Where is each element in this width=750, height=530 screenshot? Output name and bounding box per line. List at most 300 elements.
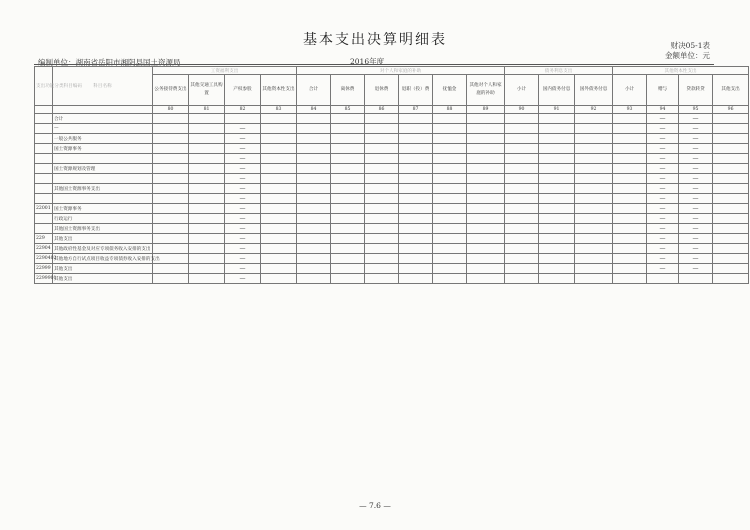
col-header: 离休费 bbox=[331, 75, 365, 106]
table-cell bbox=[261, 194, 297, 204]
fiscal-year: 2016年度 bbox=[350, 57, 385, 66]
col-number: 94 bbox=[647, 106, 679, 114]
table-cell bbox=[297, 134, 331, 144]
table-cell bbox=[365, 204, 399, 214]
table-cell bbox=[679, 274, 713, 284]
table-cell bbox=[261, 184, 297, 194]
col-header: 退职（役）费 bbox=[399, 75, 433, 106]
table-cell bbox=[467, 264, 505, 274]
table-cell bbox=[297, 144, 331, 154]
table-cell bbox=[365, 124, 399, 134]
table-cell bbox=[613, 244, 647, 254]
table-row bbox=[35, 164, 749, 174]
col-header: 科目名称 bbox=[53, 67, 153, 106]
table-cell bbox=[575, 144, 613, 154]
table-cell bbox=[505, 164, 539, 174]
table-cell bbox=[505, 194, 539, 204]
table-cell bbox=[225, 114, 261, 124]
col-number: 81 bbox=[189, 106, 225, 114]
table-cell bbox=[467, 144, 505, 154]
table-cell bbox=[297, 174, 331, 184]
table-cell bbox=[365, 234, 399, 244]
table-cell bbox=[261, 264, 297, 274]
col-header: 退休费 bbox=[365, 75, 399, 106]
table-cell bbox=[331, 214, 365, 224]
table-cell: — bbox=[225, 234, 261, 244]
table-cell bbox=[365, 214, 399, 224]
table-cell bbox=[505, 274, 539, 284]
table-cell bbox=[189, 254, 225, 264]
table-cell bbox=[575, 244, 613, 254]
col-number: 89 bbox=[467, 106, 505, 114]
table-cell bbox=[331, 144, 365, 154]
row-name: 其他国土资源事务支出 bbox=[53, 184, 153, 194]
table-cell bbox=[539, 184, 575, 194]
table-cell bbox=[189, 114, 225, 124]
table-cell: — bbox=[679, 224, 713, 234]
table-cell bbox=[713, 234, 749, 244]
row-code bbox=[35, 144, 53, 154]
col-number: 84 bbox=[297, 106, 331, 114]
table-cell bbox=[713, 124, 749, 134]
table-cell bbox=[365, 114, 399, 124]
col-number: 82 bbox=[225, 106, 261, 114]
table-cell bbox=[153, 114, 189, 124]
table-cell bbox=[713, 254, 749, 264]
table-cell: — bbox=[679, 194, 713, 204]
table-row bbox=[35, 274, 749, 284]
table-cell bbox=[189, 274, 225, 284]
table-row bbox=[35, 154, 749, 164]
table-cell bbox=[261, 124, 297, 134]
table-cell: — bbox=[679, 134, 713, 144]
col-header: 合计 bbox=[297, 75, 331, 106]
table-cell: — bbox=[225, 224, 261, 234]
table-cell bbox=[613, 164, 647, 174]
table-cell bbox=[467, 204, 505, 214]
row-name: 国土资源事务 bbox=[53, 144, 153, 154]
table-cell bbox=[539, 154, 575, 164]
table-cell bbox=[433, 124, 467, 134]
row-code bbox=[35, 174, 53, 184]
table-cell bbox=[433, 224, 467, 234]
table-cell bbox=[467, 254, 505, 264]
table-row bbox=[35, 194, 749, 204]
row-code bbox=[35, 184, 53, 194]
table-cell bbox=[575, 214, 613, 224]
col-header: 产权参股 bbox=[225, 75, 261, 106]
table-cell bbox=[365, 244, 399, 254]
table-cell bbox=[399, 224, 433, 234]
table-cell bbox=[647, 274, 679, 284]
col-header: 抚恤金 bbox=[433, 75, 467, 106]
table-cell bbox=[575, 254, 613, 264]
table-cell bbox=[399, 214, 433, 224]
table-cell bbox=[433, 174, 467, 184]
table-cell bbox=[467, 224, 505, 234]
col-number: 91 bbox=[539, 106, 575, 114]
table-cell: — bbox=[225, 124, 261, 134]
col-number: 90 bbox=[505, 106, 539, 114]
table-cell: — bbox=[225, 134, 261, 144]
table-cell: — bbox=[679, 244, 713, 254]
table-cell bbox=[399, 244, 433, 254]
table-cell: — bbox=[225, 184, 261, 194]
table-cell bbox=[297, 184, 331, 194]
table-cell: — bbox=[225, 214, 261, 224]
table-cell bbox=[539, 264, 575, 274]
table-row bbox=[35, 124, 749, 134]
col-number: 80 bbox=[153, 106, 189, 114]
col-number: 85 bbox=[331, 106, 365, 114]
table-cell bbox=[467, 214, 505, 224]
table-cell bbox=[433, 134, 467, 144]
table-cell bbox=[153, 204, 189, 214]
table-cell bbox=[365, 194, 399, 204]
table-cell: — bbox=[647, 114, 679, 124]
group-header: 债务利息支出 bbox=[505, 67, 613, 75]
table-cell bbox=[153, 274, 189, 284]
table-cell bbox=[575, 164, 613, 174]
row-name: 其他地方自行试点项目收益专项债券收入安排的支出 bbox=[53, 254, 153, 264]
row-name: 合计 bbox=[53, 114, 153, 124]
table-cell bbox=[331, 224, 365, 234]
table-cell: — bbox=[225, 274, 261, 284]
table-cell bbox=[261, 114, 297, 124]
table-cell bbox=[365, 184, 399, 194]
table-cell bbox=[153, 174, 189, 184]
group-header-row bbox=[35, 67, 749, 75]
col-number: 95 bbox=[679, 106, 713, 114]
table-cell bbox=[613, 214, 647, 224]
col-header: 赠与 bbox=[647, 75, 679, 106]
table-cell bbox=[153, 224, 189, 234]
table-cell bbox=[713, 154, 749, 164]
table-cell bbox=[713, 274, 749, 284]
table-cell bbox=[297, 274, 331, 284]
table-cell bbox=[399, 164, 433, 174]
table-cell bbox=[433, 214, 467, 224]
table-cell bbox=[189, 164, 225, 174]
table-cell bbox=[297, 114, 331, 124]
table-row bbox=[35, 134, 749, 144]
table-cell bbox=[365, 274, 399, 284]
table-cell: — bbox=[225, 204, 261, 214]
group-header: 工资福利支出 bbox=[153, 67, 297, 75]
table-cell bbox=[331, 154, 365, 164]
col-header: 其他交通工具购置 bbox=[189, 75, 225, 106]
table-row bbox=[35, 224, 749, 234]
table-cell bbox=[575, 154, 613, 164]
table-cell bbox=[261, 134, 297, 144]
table-cell bbox=[153, 264, 189, 274]
table-cell bbox=[713, 214, 749, 224]
table-cell bbox=[153, 194, 189, 204]
table-cell bbox=[433, 184, 467, 194]
table-cell bbox=[575, 194, 613, 204]
table-cell: — bbox=[647, 204, 679, 214]
table-cell bbox=[713, 244, 749, 254]
table-cell bbox=[331, 244, 365, 254]
table-cell bbox=[433, 244, 467, 254]
col-header: 贷款转贷 bbox=[679, 75, 713, 106]
table-cell bbox=[365, 144, 399, 154]
table-cell bbox=[189, 124, 225, 134]
table-cell bbox=[189, 224, 225, 234]
row-name: 其他支出 bbox=[53, 234, 153, 244]
table-cell bbox=[539, 194, 575, 204]
table-cell bbox=[189, 144, 225, 154]
table-cell bbox=[467, 134, 505, 144]
table-cell bbox=[331, 264, 365, 274]
row-code: 22001 bbox=[35, 204, 53, 214]
table-cell: — bbox=[647, 194, 679, 204]
table-cell: — bbox=[225, 264, 261, 274]
table-cell bbox=[575, 134, 613, 144]
table-row bbox=[35, 204, 749, 214]
table-cell bbox=[261, 204, 297, 214]
table-cell bbox=[713, 164, 749, 174]
table-cell bbox=[261, 274, 297, 284]
form-code: 财决05-1表 bbox=[670, 41, 710, 50]
table-cell bbox=[331, 254, 365, 264]
table-cell: — bbox=[679, 234, 713, 244]
table-cell bbox=[539, 274, 575, 284]
table-cell bbox=[297, 154, 331, 164]
table-cell bbox=[539, 204, 575, 214]
table-cell bbox=[505, 204, 539, 214]
table-cell bbox=[153, 124, 189, 134]
table-cell bbox=[713, 134, 749, 144]
table-cell: — bbox=[225, 254, 261, 264]
table-cell bbox=[365, 264, 399, 274]
table-cell bbox=[261, 174, 297, 184]
table-cell bbox=[365, 164, 399, 174]
table-cell bbox=[399, 194, 433, 204]
table-cell bbox=[433, 154, 467, 164]
table-cell bbox=[153, 154, 189, 164]
table-cell bbox=[261, 144, 297, 154]
table-cell bbox=[613, 224, 647, 234]
table-cell bbox=[713, 144, 749, 154]
table-cell bbox=[539, 124, 575, 134]
table-cell bbox=[153, 184, 189, 194]
table-cell bbox=[331, 134, 365, 144]
table-cell bbox=[433, 194, 467, 204]
table-cell bbox=[189, 174, 225, 184]
table-cell bbox=[613, 154, 647, 164]
table-cell bbox=[331, 194, 365, 204]
table-cell bbox=[399, 234, 433, 244]
table-cell bbox=[433, 164, 467, 174]
table-cell bbox=[613, 124, 647, 134]
table-cell bbox=[613, 144, 647, 154]
table-cell: — bbox=[679, 254, 713, 264]
row-code: 2299901 bbox=[35, 274, 53, 284]
col-number: 93 bbox=[613, 106, 647, 114]
table-cell: — bbox=[225, 194, 261, 204]
table-cell: — bbox=[647, 164, 679, 174]
row-name bbox=[53, 154, 153, 164]
table-cell bbox=[613, 134, 647, 144]
table-cell: — bbox=[647, 234, 679, 244]
table-cell bbox=[713, 184, 749, 194]
row-code: 2290402 bbox=[35, 254, 53, 264]
table-cell bbox=[713, 194, 749, 204]
table-cell bbox=[189, 244, 225, 254]
table-cell bbox=[297, 124, 331, 134]
row-name: 国土资源事务 bbox=[53, 204, 153, 214]
table-cell: — bbox=[225, 174, 261, 184]
table-cell bbox=[539, 174, 575, 184]
col-header: 公务接待费支出 bbox=[153, 75, 189, 106]
group-header: 其他资本性支出 bbox=[613, 67, 749, 75]
table-cell bbox=[331, 204, 365, 214]
table-cell bbox=[433, 204, 467, 214]
table-cell bbox=[399, 174, 433, 184]
table-cell bbox=[505, 114, 539, 124]
table-cell bbox=[399, 154, 433, 164]
row-code: 22999 bbox=[35, 264, 53, 274]
table-cell bbox=[713, 264, 749, 274]
table-cell bbox=[467, 234, 505, 244]
table-cell bbox=[399, 114, 433, 124]
table-cell bbox=[613, 194, 647, 204]
table-cell bbox=[331, 274, 365, 284]
table-row bbox=[35, 174, 749, 184]
table-cell bbox=[505, 174, 539, 184]
table-cell: — bbox=[647, 134, 679, 144]
table-cell bbox=[261, 244, 297, 254]
table-row bbox=[35, 114, 749, 124]
table-cell bbox=[539, 244, 575, 254]
table-row bbox=[35, 234, 749, 244]
col-number bbox=[53, 106, 153, 114]
group-header: 对个人和家庭的补助 bbox=[297, 67, 505, 75]
row-name bbox=[53, 174, 153, 184]
col-header: 其他对个人和家庭的补助 bbox=[467, 75, 505, 106]
table-cell bbox=[189, 154, 225, 164]
row-name: 国土资源规划及管理 bbox=[53, 164, 153, 174]
table-cell bbox=[399, 274, 433, 284]
table-cell bbox=[467, 114, 505, 124]
table-cell bbox=[467, 154, 505, 164]
table-cell bbox=[189, 194, 225, 204]
table-cell bbox=[399, 264, 433, 274]
table-cell bbox=[575, 204, 613, 214]
table-cell bbox=[613, 234, 647, 244]
row-name: 其他支出 bbox=[53, 274, 153, 284]
table-cell bbox=[505, 144, 539, 154]
table-row bbox=[35, 254, 749, 264]
table-cell: — bbox=[647, 224, 679, 234]
col-number: 87 bbox=[399, 106, 433, 114]
table-cell bbox=[189, 184, 225, 194]
table-cell bbox=[575, 174, 613, 184]
row-code bbox=[35, 114, 53, 124]
table-cell bbox=[261, 154, 297, 164]
currency-unit: 金额单位：元 bbox=[665, 51, 710, 60]
table-cell bbox=[261, 234, 297, 244]
table-cell bbox=[365, 154, 399, 164]
col-header: 国内债务付息 bbox=[539, 75, 575, 106]
table-cell bbox=[189, 204, 225, 214]
col-number: 92 bbox=[575, 106, 613, 114]
table-cell: — bbox=[647, 144, 679, 154]
table-cell bbox=[467, 194, 505, 204]
col-header: 小计 bbox=[505, 75, 539, 106]
table-cell bbox=[399, 204, 433, 214]
expenditure-table bbox=[34, 66, 749, 284]
table-cell bbox=[331, 114, 365, 124]
organization: 编制单位：湖南省岳阳市湘阴县国土资源局 bbox=[38, 58, 181, 67]
table-cell: — bbox=[647, 214, 679, 224]
col-number: 96 bbox=[713, 106, 749, 114]
table-cell bbox=[433, 144, 467, 154]
table-cell bbox=[539, 114, 575, 124]
table-cell: — bbox=[647, 154, 679, 164]
table-cell bbox=[261, 224, 297, 234]
table-cell bbox=[189, 214, 225, 224]
row-code bbox=[35, 134, 53, 144]
table-cell bbox=[613, 264, 647, 274]
table-cell: — bbox=[225, 164, 261, 174]
table-cell bbox=[297, 164, 331, 174]
col-number bbox=[35, 106, 53, 114]
table-cell bbox=[365, 254, 399, 264]
table-cell bbox=[613, 174, 647, 184]
table-cell bbox=[613, 184, 647, 194]
table-cell bbox=[433, 114, 467, 124]
table-cell bbox=[153, 164, 189, 174]
table-cell bbox=[331, 184, 365, 194]
table-cell bbox=[505, 224, 539, 234]
table-cell: — bbox=[679, 144, 713, 154]
table-cell bbox=[297, 244, 331, 254]
row-name: 一般公共服务 bbox=[53, 134, 153, 144]
table-cell: — bbox=[679, 114, 713, 124]
table-cell bbox=[261, 164, 297, 174]
table-cell bbox=[505, 234, 539, 244]
table-cell bbox=[331, 174, 365, 184]
table-cell bbox=[467, 244, 505, 254]
table-cell bbox=[713, 174, 749, 184]
table-cell bbox=[189, 234, 225, 244]
table-cell bbox=[297, 224, 331, 234]
table-row bbox=[35, 244, 749, 254]
table-cell: — bbox=[647, 184, 679, 194]
table-cell: — bbox=[647, 264, 679, 274]
table-cell bbox=[575, 184, 613, 194]
table-cell bbox=[613, 254, 647, 264]
table-cell bbox=[505, 154, 539, 164]
table-cell bbox=[467, 164, 505, 174]
page-number: — 7.6 — bbox=[359, 501, 391, 510]
col-header: 国外债务付息 bbox=[575, 75, 613, 106]
table-cell: — bbox=[647, 174, 679, 184]
table-cell bbox=[153, 214, 189, 224]
table-cell bbox=[575, 274, 613, 284]
table-cell bbox=[297, 254, 331, 264]
table-cell bbox=[713, 204, 749, 214]
table-cell bbox=[505, 214, 539, 224]
table-cell: — bbox=[679, 124, 713, 134]
row-name bbox=[53, 194, 153, 204]
table-cell: — bbox=[679, 174, 713, 184]
table-cell bbox=[539, 134, 575, 144]
table-cell bbox=[613, 204, 647, 214]
table-cell: — bbox=[679, 214, 713, 224]
